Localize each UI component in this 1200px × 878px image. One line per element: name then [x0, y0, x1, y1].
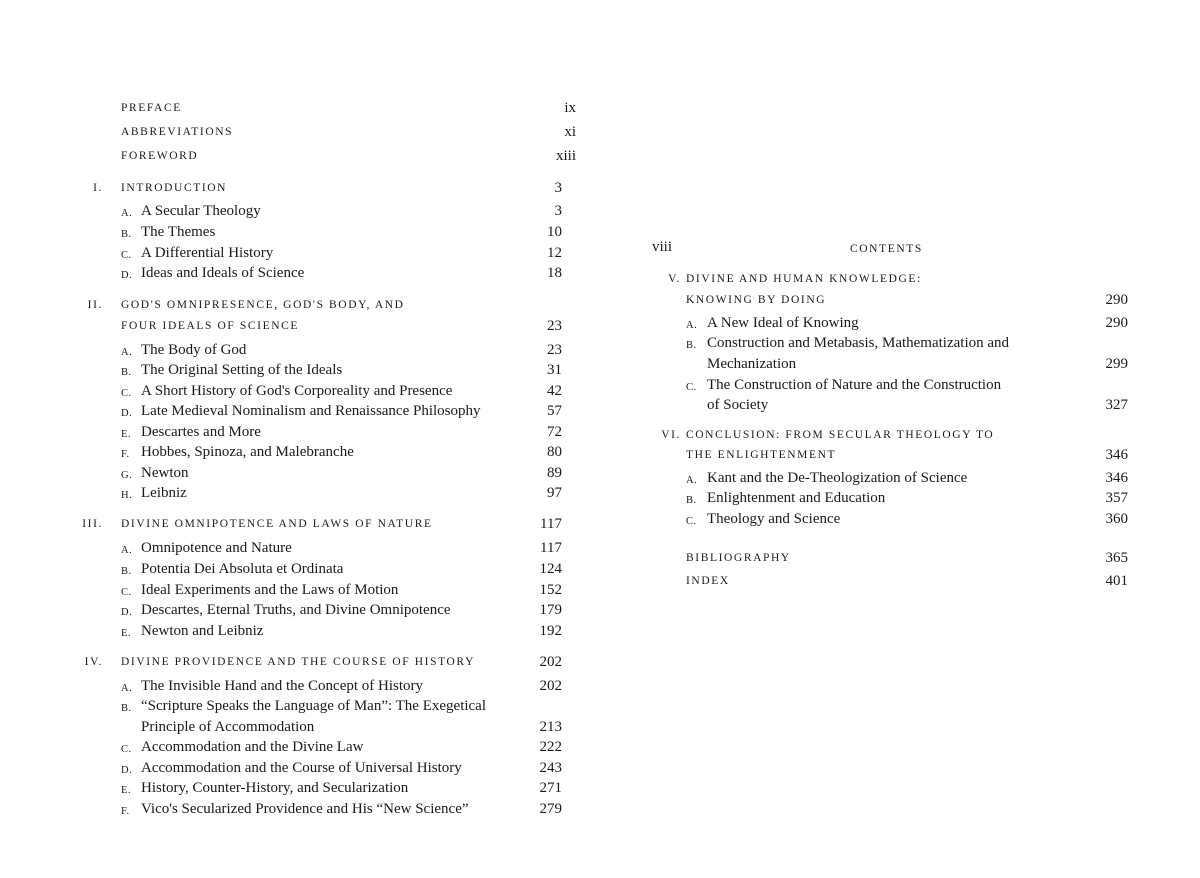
- section-title: Ideal Experiments and the Laws of Motion: [141, 582, 399, 598]
- chapter-page: 346: [1105, 447, 1128, 463]
- section-title: The Original Setting of the Ideals: [141, 362, 343, 378]
- chapter-page: 117: [540, 516, 562, 532]
- section-page: 327: [1105, 397, 1128, 413]
- chapter-title: DIVINE AND HUMAN KNOWLEDGE:: [686, 273, 922, 285]
- section-page: 12: [547, 245, 562, 261]
- back-matter-title: INDEX: [686, 575, 730, 587]
- section-title: Late Medieval Nominalism and Renaissance Philosophy: [141, 403, 481, 419]
- section-title: The Body of God: [141, 342, 247, 358]
- chapter-title: FOUR IDEALS OF SCIENCE: [121, 320, 300, 332]
- section-letter: C.: [121, 388, 132, 399]
- section-page: 10: [547, 224, 562, 240]
- section-page: 97: [547, 485, 562, 501]
- front-matter-page: xi: [564, 124, 576, 140]
- chapter-title: CONCLUSION: FROM SECULAR THEOLOGY TO: [686, 429, 995, 441]
- section-page: 124: [539, 561, 562, 577]
- section-title: Construction and Metabasis, Mathematization and: [707, 335, 1010, 351]
- section-page: 117: [540, 540, 562, 556]
- section-letter: A.: [686, 475, 698, 486]
- back-matter-page: 365: [1105, 550, 1128, 566]
- section-page: 213: [539, 719, 562, 735]
- section-letter: B.: [121, 703, 132, 714]
- section-letter: D.: [121, 607, 133, 618]
- section-title: Ideas and Ideals of Science: [141, 265, 305, 281]
- section-title: Accommodation and the Course of Universal History: [141, 760, 462, 776]
- section-letter: A.: [121, 545, 133, 556]
- section-letter: B.: [121, 367, 132, 378]
- chapter-numeral: III.: [82, 518, 103, 530]
- chapter-numeral: V.: [668, 273, 681, 285]
- section-title: Enlightenment and Education: [707, 490, 886, 506]
- section-page: 192: [539, 623, 562, 639]
- section-page: 243: [539, 760, 562, 776]
- section-title: A Secular Theology: [141, 203, 261, 219]
- chapter-title: THE ENLIGHTENMENT: [686, 449, 837, 461]
- section-title: Potentia Dei Absoluta et Ordinata: [141, 561, 344, 577]
- section-title: Mechanization: [707, 356, 797, 372]
- section-letter: B.: [686, 340, 697, 351]
- front-matter-page: xiii: [555, 148, 576, 164]
- section-title: Newton and Leibniz: [141, 623, 264, 639]
- section-letter: E.: [121, 429, 132, 440]
- section-letter: C.: [121, 744, 132, 755]
- section-page: 72: [547, 424, 562, 440]
- section-letter: E.: [121, 785, 132, 796]
- section-page: 290: [1105, 315, 1128, 331]
- right-page: [600, 0, 1200, 878]
- front-matter-title: ABBREVIATIONS: [121, 126, 234, 138]
- section-letter: C.: [686, 382, 697, 393]
- section-letter: C.: [121, 587, 132, 598]
- chapter-page: 23: [547, 318, 562, 334]
- chapter-title: DIVINE OMNIPOTENCE AND LAWS OF NATURE: [121, 518, 433, 530]
- section-page: 271: [539, 780, 562, 796]
- back-matter-title: BIBLIOGRAPHY: [686, 552, 791, 564]
- section-letter: E.: [121, 628, 132, 639]
- section-title: A Differential History: [141, 245, 274, 261]
- back-matter-page: 401: [1105, 573, 1128, 589]
- section-letter: F.: [121, 806, 130, 817]
- section-title: Vico's Secularized Providence and His “New Science”: [141, 801, 469, 817]
- section-page: 152: [539, 582, 562, 598]
- chapter-title: INTRODUCTION: [121, 182, 228, 194]
- section-page: 89: [547, 465, 562, 481]
- running-head: CONTENTS: [850, 243, 923, 255]
- section-page: 357: [1105, 490, 1128, 506]
- section-page: 222: [539, 739, 562, 755]
- section-title: Hobbes, Spinoza, and Malebranche: [141, 444, 354, 460]
- section-page: 18: [547, 265, 562, 281]
- section-letter: D.: [121, 765, 133, 776]
- section-page: 360: [1105, 511, 1128, 527]
- chapter-page: 202: [539, 654, 562, 670]
- section-title: Newton: [141, 465, 189, 481]
- section-letter: H.: [121, 490, 133, 501]
- section-title: A Short History of God's Corporeality and Presence: [141, 383, 453, 399]
- chapter-title: GOD'S OMNIPRESENCE, GOD'S BODY, AND: [121, 299, 405, 311]
- section-title: Accommodation and the Divine Law: [141, 739, 364, 755]
- chapter-title: KNOWING BY DOING: [686, 294, 827, 306]
- front-matter-page: ix: [564, 100, 576, 116]
- section-title: Kant and the De-Theologization of Science: [707, 470, 968, 486]
- section-page: 202: [539, 678, 562, 694]
- chapter-numeral: IV.: [84, 656, 103, 668]
- section-letter: A.: [121, 347, 133, 358]
- section-letter: G.: [121, 470, 133, 481]
- section-page: 346: [1105, 470, 1128, 486]
- section-page: 179: [539, 602, 562, 618]
- section-title: The Invisible Hand and the Concept of History: [141, 678, 424, 694]
- section-letter: A.: [121, 683, 133, 694]
- section-title: of Society: [707, 397, 769, 413]
- section-letter: B.: [686, 495, 697, 506]
- section-title: Descartes, Eternal Truths, and Divine Omnipotence: [141, 602, 451, 618]
- section-page: 299: [1105, 356, 1128, 372]
- section-title: Leibniz: [141, 485, 187, 501]
- section-title: “Scripture Speaks the Language of Man”: The Exegetical: [141, 698, 487, 714]
- chapter-numeral: II.: [87, 299, 103, 311]
- section-title: Theology and Science: [707, 511, 841, 527]
- section-page: 80: [547, 444, 562, 460]
- section-page: 23: [547, 342, 562, 358]
- section-letter: C.: [121, 250, 132, 261]
- front-matter-title: FOREWORD: [121, 150, 199, 162]
- section-title: Principle of Accommodation: [141, 719, 315, 735]
- page-folio: viii: [652, 239, 673, 255]
- section-title: The Themes: [141, 224, 216, 240]
- section-title: Descartes and More: [141, 424, 261, 440]
- section-page: 42: [547, 383, 562, 399]
- chapter-page: 290: [1105, 292, 1128, 308]
- section-title: History, Counter-History, and Secularization: [141, 780, 409, 796]
- front-matter-title: PREFACE: [121, 102, 182, 114]
- section-letter: B.: [121, 566, 132, 577]
- section-letter: A.: [121, 208, 133, 219]
- section-page: 3: [554, 203, 562, 219]
- chapter-numeral: I.: [93, 182, 103, 194]
- section-letter: B.: [121, 229, 132, 240]
- section-letter: D.: [121, 270, 133, 281]
- section-page: 57: [547, 403, 562, 419]
- section-page: 31: [547, 362, 562, 378]
- section-letter: D.: [121, 408, 133, 419]
- section-letter: F.: [121, 449, 130, 460]
- chapter-title: DIVINE PROVIDENCE AND THE COURSE OF HISTORY: [121, 656, 475, 668]
- section-page: 279: [539, 801, 562, 817]
- section-title: A New Ideal of Knowing: [707, 315, 859, 331]
- section-letter: A.: [686, 320, 698, 331]
- section-title: The Construction of Nature and the Construction: [707, 377, 1002, 393]
- chapter-numeral: VI.: [661, 429, 681, 441]
- section-title: Omnipotence and Nature: [141, 540, 292, 556]
- chapter-page: 3: [554, 180, 562, 196]
- section-letter: C.: [686, 516, 697, 527]
